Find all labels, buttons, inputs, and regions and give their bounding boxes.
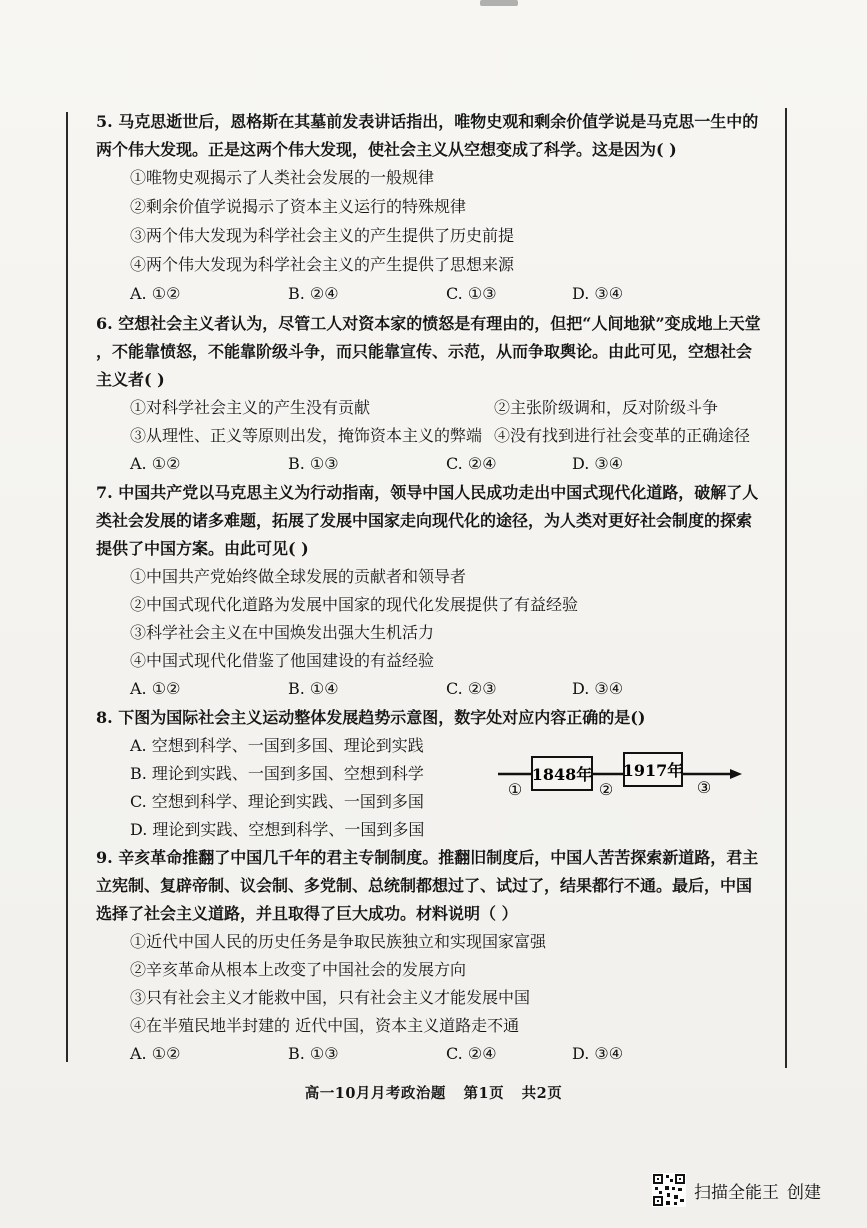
label-1848: 1848年: [531, 765, 593, 784]
page-total: 共2页: [521, 1085, 563, 1102]
q6-stem-line1: 6. 空想社会主义者认为，尽管工人对资本家的愤怒是有理由的，但把“人间地狱”变成地上天堂: [96, 314, 761, 333]
left-border-line: [66, 112, 68, 1062]
q7-option-b[interactable]: B. ①④: [288, 679, 339, 698]
q8-option-b[interactable]: B. 理论到实践、一国到多国、空想到科学: [130, 764, 424, 783]
q9-stem-line1: 9. 辛亥革命推翻了中国几千年的君主专制制度。推翻旧制度后，中国人苦苦探索新道路，君主: [96, 848, 759, 867]
q9-option-d[interactable]: D. ③④: [572, 1044, 624, 1063]
q6-statement-3: ③从理性、正义等原则出发，掩饰资本主义的弊端: [130, 426, 483, 445]
q6-option-c[interactable]: C. ②④: [446, 454, 497, 473]
q7-option-d[interactable]: D. ③④: [572, 679, 624, 698]
q6-statement-2: ②主张阶级调和，反对阶级斗争: [494, 398, 719, 417]
q6-statement-4: ④没有找到进行社会变革的正确途径: [494, 426, 751, 445]
q6-stem-line3: 主义者( ): [96, 370, 165, 389]
q5-option-b[interactable]: B. ②④: [288, 284, 339, 303]
q6-option-d[interactable]: D. ③④: [572, 454, 624, 473]
q7-statement-3: ③科学社会主义在中国焕发出强大生机活力: [130, 623, 435, 642]
q9-statement-4: ④在半殖民地半封建的 近代中国，资本主义道路走不通: [130, 1016, 520, 1035]
q9-option-b[interactable]: B. ①③: [288, 1044, 339, 1063]
q9-statement-3: ③只有社会主义才能救中国，只有社会主义才能发展中国: [130, 988, 531, 1007]
q8-option-a[interactable]: A. 空想到科学、一国到多国、理论到实践: [130, 736, 424, 755]
q5-option-a[interactable]: A. ①②: [130, 284, 181, 303]
label-1917: 1917年: [622, 761, 684, 780]
marker-1: ①: [507, 780, 523, 799]
q9-statement-1: ①近代中国人民的历史任务是争取民族独立和实现国家富强: [130, 932, 547, 951]
exam-title: 高一10月月考政治题: [304, 1085, 446, 1102]
scanner-watermark: [652, 1172, 821, 1208]
page-number: 第1页: [463, 1085, 505, 1102]
q7-stem-line3: 提供了中国方案。由此可见( ): [96, 539, 309, 558]
q9-statement-2: ②辛亥革命从根本上改变了中国社会的发展方向: [130, 960, 467, 979]
page-footer: [0, 1082, 867, 1103]
marker-2: ②: [598, 780, 614, 799]
right-border-line: [785, 108, 787, 1068]
q7-option-c[interactable]: C. ②③: [446, 679, 497, 698]
arrow-head-icon: [730, 769, 742, 779]
q5-stem-line2: 两个伟大发现。正是这两个伟大发现，使社会主义从空想变成了科学。这是因为( ): [96, 140, 677, 159]
q9-option-a[interactable]: A. ①②: [130, 1044, 181, 1063]
q7-statement-2: ②中国式现代化道路为发展中国家的现代化发展提供了有益经验: [130, 595, 579, 614]
q9-option-c[interactable]: C. ②④: [446, 1044, 497, 1063]
q5-statement-4: ④两个伟大发现为科学社会主义的产生提供了思想来源: [130, 255, 515, 274]
q6-stem-line2: ，不能靠愤怒，不能靠阶级斗争，而只能靠宣传、示范，从而争取舆论。由此可见，空想社会: [96, 342, 753, 361]
q7-stem-line2: 类社会发展的诸多难题，拓展了发展中国家走向现代化的途径，为人类对更好社会制度的探索: [96, 511, 753, 530]
q8-option-c[interactable]: C. 空想到科学、理论到实践、一国到多国: [130, 792, 424, 811]
q6-statement-1: ①对科学社会主义的产生没有贡献: [130, 398, 371, 417]
watermark-brand: 扫描全能王: [694, 1182, 779, 1203]
scan-mark: [480, 0, 518, 6]
qr-code-icon: [652, 1173, 686, 1207]
watermark-action: 创建: [787, 1182, 821, 1203]
socialism-trend-diagram: [498, 747, 748, 807]
q9-stem-line3: 选择了社会主义道路，并且取得了巨大成功。材料说明（ ）: [96, 904, 518, 923]
q8-stem: 8. 下图为国际社会主义运动整体发展趋势示意图，数字处对应内容正确的是(): [96, 708, 646, 727]
q5-option-c[interactable]: C. ①③: [446, 284, 497, 303]
q7-option-a[interactable]: A. ①②: [130, 679, 181, 698]
q8-option-d[interactable]: D. 理论到实践、空想到科学、一国到多国: [130, 820, 425, 839]
q6-option-a[interactable]: A. ①②: [130, 454, 181, 473]
q7-statement-1: ①中国共产党始终做全球发展的贡献者和领导者: [130, 567, 467, 586]
q7-stem-line1: 7. 中国共产党以马克思主义为行动指南，领导中国人民成功走出中国式现代化道路，破解了人: [96, 483, 759, 502]
q5-statement-1: ①唯物史观揭示了人类社会发展的一般规律: [130, 168, 435, 187]
q9-stem-line2: 立宪制、复辟帝制、议会制、多党制、总统制都想过了、试过了，结果都行不通。最后，中国: [96, 876, 753, 895]
q5-statement-2: ②剩余价值学说揭示了资本主义运行的特殊规律: [130, 197, 467, 216]
marker-3: ③: [696, 778, 712, 797]
q5-option-d[interactable]: D. ③④: [572, 284, 624, 303]
q6-option-b[interactable]: B. ①③: [288, 454, 339, 473]
q5-statement-3: ③两个伟大发现为科学社会主义的产生提供了历史前提: [130, 226, 515, 245]
q7-statement-4: ④中国式现代化借鉴了他国建设的有益经验: [130, 651, 435, 670]
q5-stem-line1: 5. 马克思逝世后，恩格斯在其墓前发表讲话指出，唯物史观和剩余价值学说是马克思一生中的: [96, 112, 759, 131]
